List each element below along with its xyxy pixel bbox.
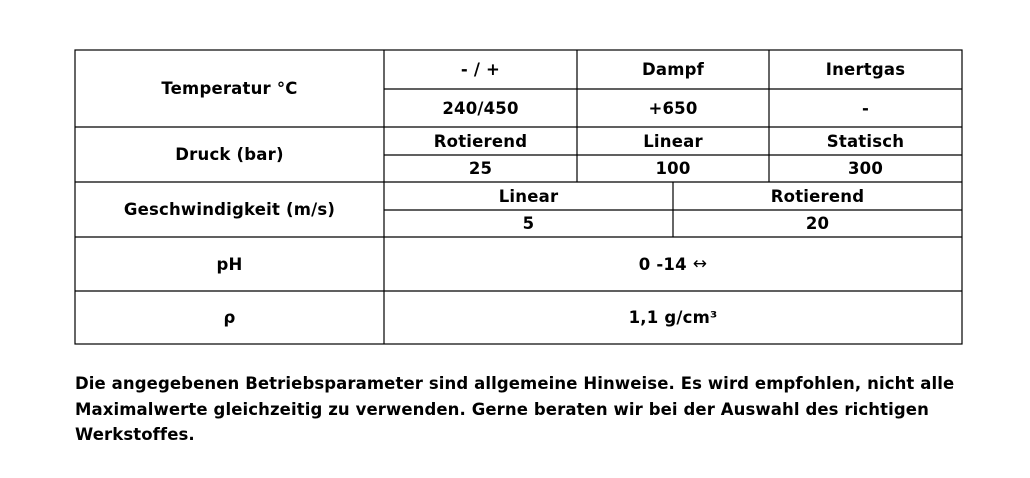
druck-value-3: 300 <box>847 159 884 178</box>
druck-header-1: Rotierend <box>433 131 528 151</box>
temperatur-value-1: 240/450 <box>442 98 519 118</box>
temperatur-header-3: Inertgas <box>825 60 906 79</box>
geschwindigkeit-value-1: 5 <box>522 214 535 233</box>
temperatur-header-2: Dampf <box>641 60 704 79</box>
temperatur-value-3: - <box>861 98 870 118</box>
geschwindigkeit-value-2: 20 <box>805 214 830 233</box>
rho-value: 1,1 g/cm³ <box>628 308 718 327</box>
left-right-arrow-icon: ↔ <box>692 254 708 274</box>
druck-value-1: 25 <box>468 159 493 178</box>
geschwindigkeit-header-1: Linear <box>498 186 559 206</box>
ph-label: pH <box>216 254 243 274</box>
ph-value-cell <box>384 237 962 291</box>
operating-parameters-note: Die angegebenen Betriebsparameter sind allgemeine Hinweise. Es wird empfohlen, nicht alle Maximalwerte gleichzeitig zu verwenden. Gerne beraten wir bei der Auswahl des richtigen Werkstoffes. <box>75 374 955 444</box>
geschwindigkeit-header-2: Rotierend <box>770 186 865 206</box>
temperatur-value-2: +650 <box>648 98 698 118</box>
druck-header-2: Linear <box>643 131 703 151</box>
rho-label: ρ <box>223 308 236 327</box>
druck-label: Druck (bar) <box>175 145 284 164</box>
temperatur-label: Temperatur °C <box>161 79 298 98</box>
ph-value: 0 -14 <box>638 254 687 274</box>
druck-value-2: 100 <box>655 159 691 178</box>
geschwindigkeit-label: Geschwindigkeit (m/s) <box>123 200 336 219</box>
druck-header-3: Statisch <box>826 131 905 151</box>
temperatur-header-1: - / + <box>460 60 501 79</box>
